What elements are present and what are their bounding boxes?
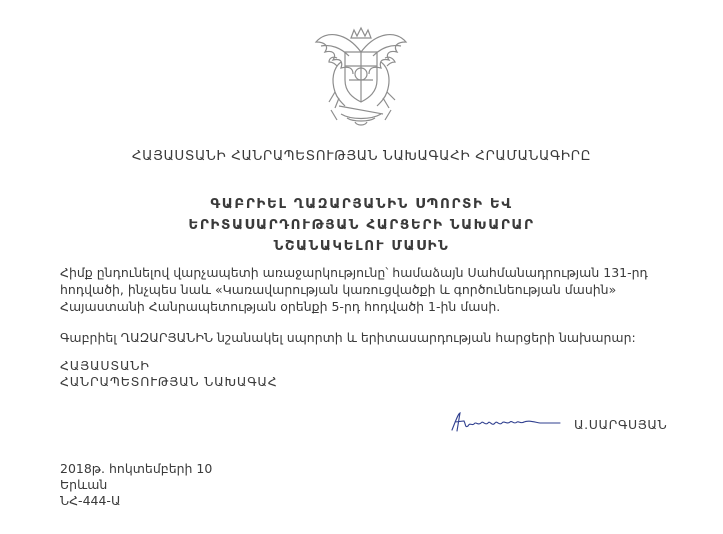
issuer-block	[60, 358, 278, 390]
decree-number: ՆՀ-444-Ա	[60, 493, 121, 508]
coat-of-arms-icon	[311, 22, 411, 128]
decree-title	[0, 194, 723, 257]
preamble-paragraph	[60, 264, 660, 315]
preamble-line: հոդվածի, ինչպես նաև «Կառավարության կառուցվածքի և գործունեության մասին»	[60, 282, 617, 297]
decree-title-line: ԵՐԻՏԱՍԱՐԴՈՒԹՅԱՆ ՀԱՐՑԵՐԻ ՆԱԽԱՐԱՐ	[188, 217, 535, 233]
decree-city: Երևան	[60, 477, 108, 492]
signer-name: Ա.ՍԱՐԳՍՅԱՆ	[574, 417, 668, 432]
preamble-line: Հիմք ընդունելով վարչապետի առաջարկությունը՝ համաձայն Սահմանադրության 131-րդ	[60, 265, 648, 280]
document-header-title: ՀԱՅԱՍՏԱՆԻ ՀԱՆՐԱՊԵՏՈՒԹՅԱՆ ՆԱԽԱԳԱՀԻ ՀՐԱՄԱՆԱԳԻՐԸ	[131, 148, 592, 164]
decree-footer	[60, 461, 212, 509]
decree-title-line: ՆՇԱՆԱԿԵԼՈՒ ՄԱՍԻՆ	[273, 238, 450, 254]
preamble-line: Հայաստանի Հանրապետության օրենքի 5-րդ հոդվածի 1-ին մասի.	[60, 299, 501, 314]
decree-title-line: ԳԱԲՐԻԵԼ ՂԱԶԱՐՅԱՆԻՆ ՍՊՈՐՏԻ ԵՎ	[210, 196, 513, 212]
issuer-line: ՀԱՅԱՍՏԱՆԻ	[60, 358, 150, 373]
handwritten-signature	[448, 410, 566, 434]
order-paragraph: Գաբրիել ՂԱԶԱՐՅԱՆԻՆ նշանակել սպորտի և երիտասարդության հարցերի նախարար:	[60, 330, 636, 345]
decree-date: 2018թ. հոկտեմբերի 10	[60, 461, 213, 476]
issuer-line: ՀԱՆՐԱՊԵՏՈՒԹՅԱՆ ՆԱԽԱԳԱՀ	[60, 374, 278, 389]
